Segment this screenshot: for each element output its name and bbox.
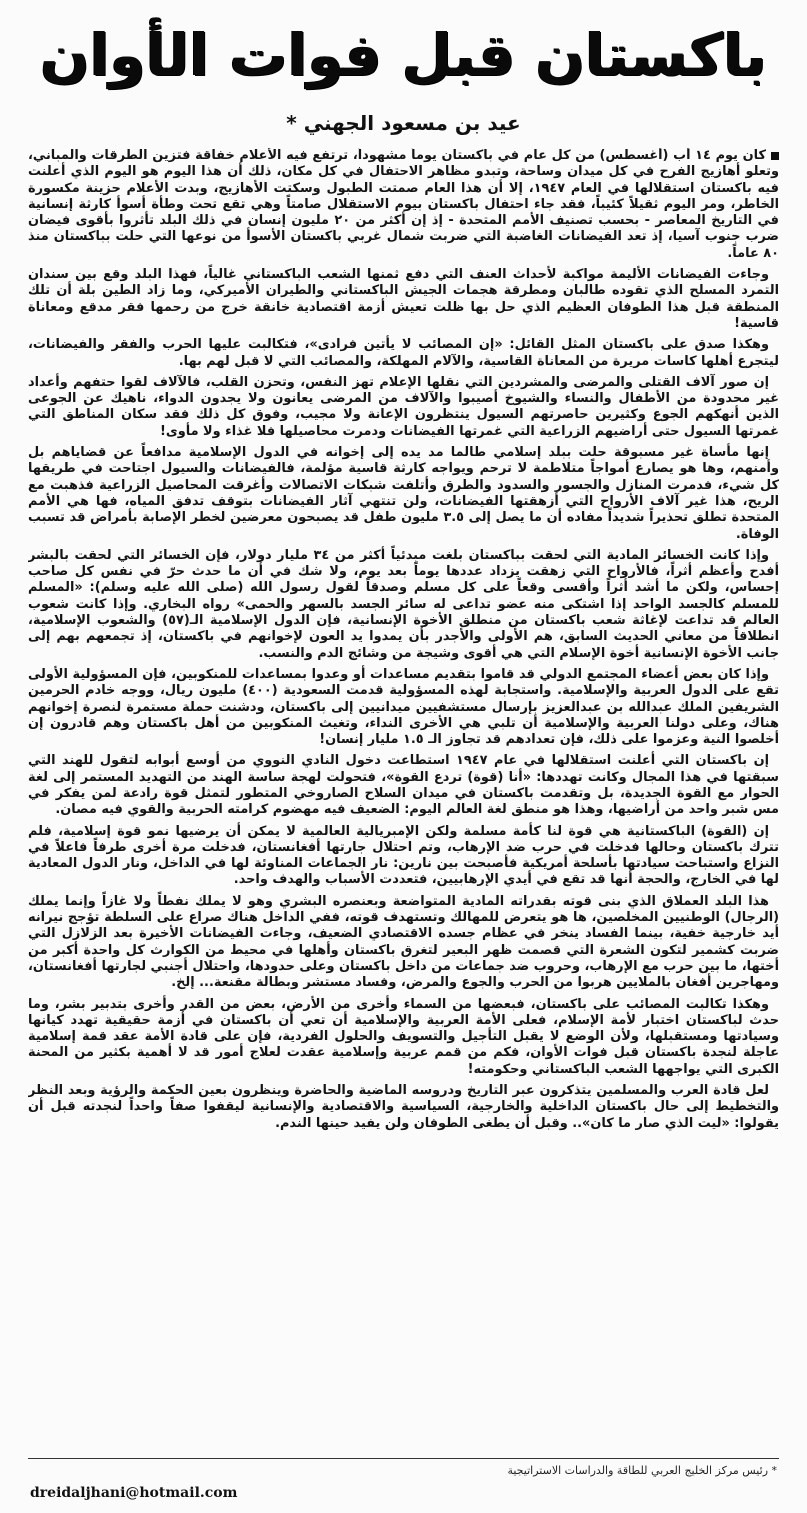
article-paragraph: إنها مأساة غير مسبوقة حلت ببلد إسلامي طالما مد يده إلى إخوانه في الدول الإسلامية مدافعاً عن قضاياهم بل وأمنهم، وها هو يصارع أمواجاً متلاطمة لا ترحم ويواجه كارثة قاسية مؤلمة، فالفيضانات والسيول اجتاحت في طريقها كل شيء، فدمرت المنازل والجسور والسدود والطرق وأتلفت شبكات الاتصالات وأغرقت المحاصيل الزراعية فذهبت مع الريح، هذا غير آلاف الأرواح التي أزهقتها الفيضانات، ولن تنتهي آثار الفيضانات بتوقف تدفق المياه، فها هي الأمم المتحدة تطلق تحذيراً شديداً مفاده أن ما يصل إلى ٣.٥ مليون طفل قد يصبحون معرضين لخطر الإصابة بأمراض قد تسبب الوفاة. (28, 445, 779, 542)
author-footnote: * رئيس مركز الخليج العربي للطاقة والدراسات الاستراتيجية (507, 1464, 777, 1477)
article-headline: باكستان قبل فوات الأوان (40, 21, 767, 89)
article-paragraph: إن (القوة) الباكستانية هي قوة لنا كأمة مسلمة ولكن الإمبريالية العالمية لا يمكن أن يرضيها نمو قوة إسلامية، فلم تترك باكستان وحالها فدخلت في حرب ضد الإرهاب، وتم احتلال جارتها أفغانستان، فدخلت مرة أخرى طرفاً فاعلاً في النزاع واستباحت سيادتها بأسلحة أمريكية فأصبحت بين نارين: نار الجماعات المناوئة لها في الداخل، ونار الدول المعادية لها في الخارج، والحجة أنها قد تقع في أيدي الإرهابيين، فتعددت الأسباب والهدف واحد. (28, 823, 779, 888)
article-paragraph: لعل قادة العرب والمسلمين يتذكرون عبر التاريخ ودروسه الماضية والحاضرة وينظرون بعين الحكمة والرؤية وبعد النظر والتخطيط إلى حال باكستان الداخلية والخارجية، السياسية والاقتصادية والإنسانية ليقفوا صفاً واحداً لنجدته قبل أن يقولوا: «ليت الذي صار ما كان».. وقبل أن يطغى الطوفان ولن يفيد حينها الندم. (28, 1083, 779, 1131)
paragraph-marker-icon (771, 152, 779, 160)
article-paragraph: وجاءت الفيضانات الأليمة مواكبة لأحداث العنف التي دفع ثمنها الشعب الباكستاني غالياً، فهذا البلد وقع بين سندان التمرد المسلح الذي تقوده طالبان ومطرقة هجمات الجيش الباكستاني والطيران الأميركي، وما زاد الطين بلة أن تلك المنطقة قبل هذا الطوفان العظيم الذي حل بها ظلت تعيش أزمة اقتصادية خانقة خرج من رحمها فقر مدقع ومعاناة قاسية! (28, 267, 779, 331)
footnote-divider (28, 1458, 779, 1459)
article-paragraph: وإذا كان بعض أعضاء المجتمع الدولي قد قاموا بتقديم مساعدات أو وعدوا بمساعدات للمنكوبين، فإن المسؤولية الأولى تقع على الدول العربية والإسلامية. واستجابة لهذه المسؤولية قدمت السعودية (٤٠٠) مليون ريال، ووجه خادم الحرمين الشريفين الملك عبدالله بن عبدالعزيز بإرسال مستشفيين ميدانيين إلى باكستان، ودشنت حملة مستمرة لنصرة إخوانهم هناك، وعلى دولنا العربية والإسلامية أن تلبي هي الأخرى النداء، وتغيث المنكوبين من أهل باكستان وهم قادرون إن أخلصوا النية وعزموا على ذلك، فإن تعدادهم قد تجاوز الـ ١.٥ مليار إنسان! (28, 666, 779, 748)
article-body (28, 148, 779, 1448)
article-paragraph: وهكذا صدق على باكستان المثل القائل: «إن المصائب لا يأتين فرادى»، فتكالبت عليها الحرب والفقر والفيضانات، ليتجرع أهلها كاسات مريرة من المعاناة القاسية، والآلام المهلكة، والمصائب التي لا قبل لهم بها. (28, 337, 779, 369)
article-paragraph: كان يوم ١٤ أب (أغسطس) من كل عام في باكستان يوماً مشهوداً، ترتفع فيه الأعلام خفاقة فتزين الطرقات والمباني، وتعلو أهازيج الفرح في كل ميدان وساحة، وتبدو مظاهر الاحتفال في كل مكان، ذلك أن هذا اليوم هو اليوم الذي أعلنت فيه باكستان استقلالها في العام ١٩٤٧، إلا أن هذا العام صمتت الطبول وسكتت الأهازيج، وبدت الأعلام حزينة مكسورة الخاطر، ومر اليوم ثقيلاً كئيباً، فقد جاء احتفال باكستان بيوم الاستقلال صامتاً وهي تقع تحت وطأة أسوأ كارثة إنسانية في التاريخ المعاصر - بحسب تصنيف الأمم المتحدة - إذ إن أكثر من ٢٠ مليون إنسان في ذلك البلد تأثروا بأقوى فيضان ضرب جنوب آسيا، إذ تعد الفيضانات الغاضبة التي ضربت شمال غربي باكستان الأسوأ من نوعها التي حلت بباكستان منذ ٨٠ عاماً. (28, 148, 779, 261)
article-paragraph: هذا البلد العملاق الذي بنى قوته بقدراته المادية المتواضعة وبعنصره البشري وهو لا يملك نفطاً ولا غازاً وإنما يملك (الرجال) الوطنيين المخلصين، ها هو يتعرض للمهالك وتستهدف قوته، ففي الداخل هناك صراع على السلطة تؤجج نيرانه أيد خارجية خفية، بينما الفساد ينخر في عظام جسده الاقتصادي الضعيف، وجاءت الفيضانات الأخيرة بعد الزلازل التي ضربت كشمير لتكون الشعرة التي قصمت ظهر البعير لتغرق باكستان وأهلها في محيط من الكوارث كل واحدة أكبر من أختها، ما بين حرب مع الإرهاب، وحروب ضد جماعات من داخل باكستان وعلى حدودها، واحتلال أجنبي لجارتها أفغانستان، ومهاجرين أفغان بالملايين هربوا من الحرب والجوع والمرض، وفساد مستشر وبطالة مقنعة... إلخ. (28, 893, 779, 991)
author-email: dreidaljhani@hotmail.com (30, 1485, 238, 1501)
article-paragraph: وإذا كانت الخسائر المادية التي لحقت بباكستان بلغت مبدئياً أكثر من ٣٤ مليار دولار، فإن الخسائر التي لحقت بالبشر أفدح وأعظم أثراً، فالأرواح التي زهقت يزداد عددها يوماً بعد يوم، ولا شك في أن ما حدث حرّ في نفس كل صاحب إحساس، ولكن ما أشد أثراً وأقسى وقعاً على كل مسلم وصدقاً لقول رسول الله (صلى الله عليه وسلم): «المسلم للمسلم كالجسد الواحد إذا اشتكى منه عضو تداعى له سائر الجسد بالسهر والحمى» رواه البخاري. وإذا كانت شعوب العالم قد تداعت لإغاثة شعب باكستان من منطلق الأخوة الإنسانية، فإن الدول الإسلامية الـ(٥٧) والشعوب الإسلامية، انطلاقاً من معاني الحديث السابق، هم الأولى والأجدر بأن يمدوا يد العون لإخوانهم في باكستان، إذ تجمعهم بهم إلى جانب الأخوة الإنسانية أخوة الإسلام التي هي أقوى وشيجة من وشائج الدم والنسب. (28, 547, 779, 661)
article-paragraph: إن صور آلاف القتلى والمرضى والمشردين التي نقلها الإعلام تهز النفس، وتحزن القلب، فالآلاف لقوا حتفهم وأعداد غير محدودة من الأطفال والنساء والشيوخ أصيبوا والآلاف من المرضى يعانون ولا يجدون الدواء، ناهيك عن الجوعى الذين أنهكهم الجوع وكثيرين حاصرتهم السيول ينتظرون الإعانة ولا مجيب، وفوق كل ذلك فقد سكان المناطق التي غمرتها السيول حتى أراضيهم الزراعية التي غمرتها الفيضانات ودمرت محاصيلها فلا غذاء ولا مأوى! (28, 374, 779, 439)
article-paragraph: وهكذا تكالبت المصائب على باكستان، فبعضها من السماء وأخرى من الأرض، بعض من القدر وأخرى بتدبير بشر، وما حدث لباكستان اختبار لأمة الإسلام، فعلى الأمة العربية والإسلامية أن تعي أن باكستان في أزمة حقيقية تهدد كيانها وسيادتها ومستقبلها، ولأن الوضع لا يقبل التأجيل والتسويف والحلول الفردية، فإن على قادة الأمة عقد قمة إسلامية عاجلة لنجدة باكستان قبل فوات الأوان، فكم من قمم عربية وإسلامية عقدت لعلاج أمور قد لا أهمية بكثير من المحنة الكبرى التي يواجهها الشعب الباكستاني وحكومته! (28, 996, 779, 1077)
author-byline: عيد بن مسعود الجهني * (286, 111, 521, 135)
article-paragraph: إن باكستان التي أعلنت استقلالها في عام ١٩٤٧ استطاعت دخول النادي النووي من أوسع أبوابه لتقول للهند التي سبقتها في هذا المجال وكانت تهددها: «أنا (قوة) تردع القوة»، فتحولت لهجة ساسة الهند من التهديد المستمر إلى لغة الحوار مع القوة الجديدة، بل وتقدمت باكستان في ميدان السلاح الصاروخي المتطور لتمثل قوة رادعة لمن يفكر في مس شبر واحد من أراضيها، وهذا هو منطق لغة العالم اليوم: الضعيف فيه مهضوم كرامته الحربية والقوي فيه مصان. (28, 753, 779, 818)
